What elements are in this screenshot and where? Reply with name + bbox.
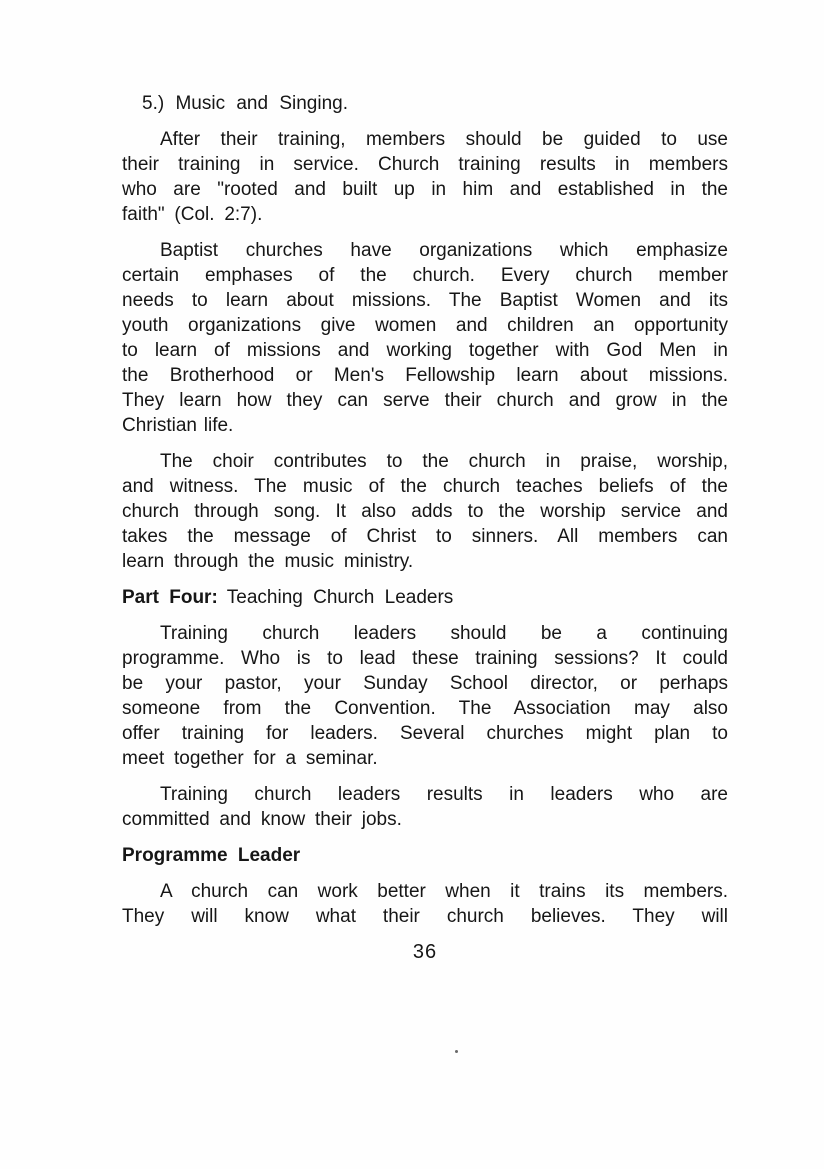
list-item-heading: 5.) Music and Singing. bbox=[142, 93, 348, 114]
paragraph-training-leaders bbox=[122, 621, 728, 771]
text-line: youth organizations give women and children an opportunity bbox=[122, 315, 728, 336]
text-line: their training in service. Church training results in members bbox=[122, 154, 728, 175]
text-line: and witness. The music of the church teaches beliefs of the bbox=[122, 476, 728, 497]
paragraph-choir bbox=[122, 449, 728, 574]
text-line: programme. Who is to lead these training sessions? It could bbox=[122, 648, 728, 669]
text-line: needs to learn about missions. The Baptist Women and its bbox=[122, 290, 728, 311]
text-line: The choir contributes to the church in praise, worship, bbox=[160, 451, 728, 472]
text-block bbox=[122, 91, 728, 965]
text-line: takes the message of Christ to sinners. All members can bbox=[122, 526, 728, 547]
section-heading-part-four bbox=[122, 585, 728, 610]
text-line: meet together for a seminar. bbox=[122, 748, 378, 769]
text-line: faith" (Col. 2:7). bbox=[122, 204, 263, 225]
text-line: After their training, members should be guided to use bbox=[160, 129, 728, 150]
text-line: A church can work better when it trains its members. bbox=[160, 881, 728, 902]
text-line: learn through the music ministry. bbox=[122, 551, 414, 572]
heading-bold-label: Programme Leader bbox=[122, 845, 301, 866]
text-line: Training church leaders should be a continuing bbox=[160, 623, 728, 644]
text-line: be your pastor, your Sunday School director, or perhaps bbox=[122, 673, 728, 694]
text-line: They learn how they can serve their church and grow in the bbox=[122, 390, 728, 411]
heading-bold-label: Part Four: bbox=[122, 587, 218, 608]
text-line: to learn of missions and working together with God Men in bbox=[122, 340, 728, 361]
heading-title: Teaching Church Leaders bbox=[226, 587, 454, 608]
paragraph-after-training bbox=[122, 127, 728, 227]
paragraph-leaders-results bbox=[122, 782, 728, 832]
text-line: offer training for leaders. Several churches might plan to bbox=[122, 723, 728, 744]
text-line: who are "rooted and built up in him and established in the bbox=[122, 179, 728, 200]
section-heading-programme-leader bbox=[122, 843, 728, 868]
text-line: Training church leaders results in leaders who are bbox=[160, 784, 728, 805]
paragraph-baptist-churches bbox=[122, 238, 728, 438]
text-line: committed and know their jobs. bbox=[122, 809, 402, 830]
text-line: Christian life. bbox=[122, 415, 234, 436]
text-line: church through song. It also adds to the worship service and bbox=[122, 501, 728, 522]
text-line: They will know what their church believes. They will bbox=[122, 906, 728, 927]
scan-speck bbox=[455, 1050, 458, 1053]
text-line: someone from the Convention. The Association may also bbox=[122, 698, 728, 719]
text-line: certain emphases of the church. Every church member bbox=[122, 265, 728, 286]
paragraph-church-better bbox=[122, 879, 728, 929]
text-line: the Brotherhood or Men's Fellowship learn about missions. bbox=[122, 365, 728, 386]
page-number: 36 bbox=[412, 941, 438, 963]
text-line: Baptist churches have organizations which emphasize bbox=[160, 240, 728, 261]
